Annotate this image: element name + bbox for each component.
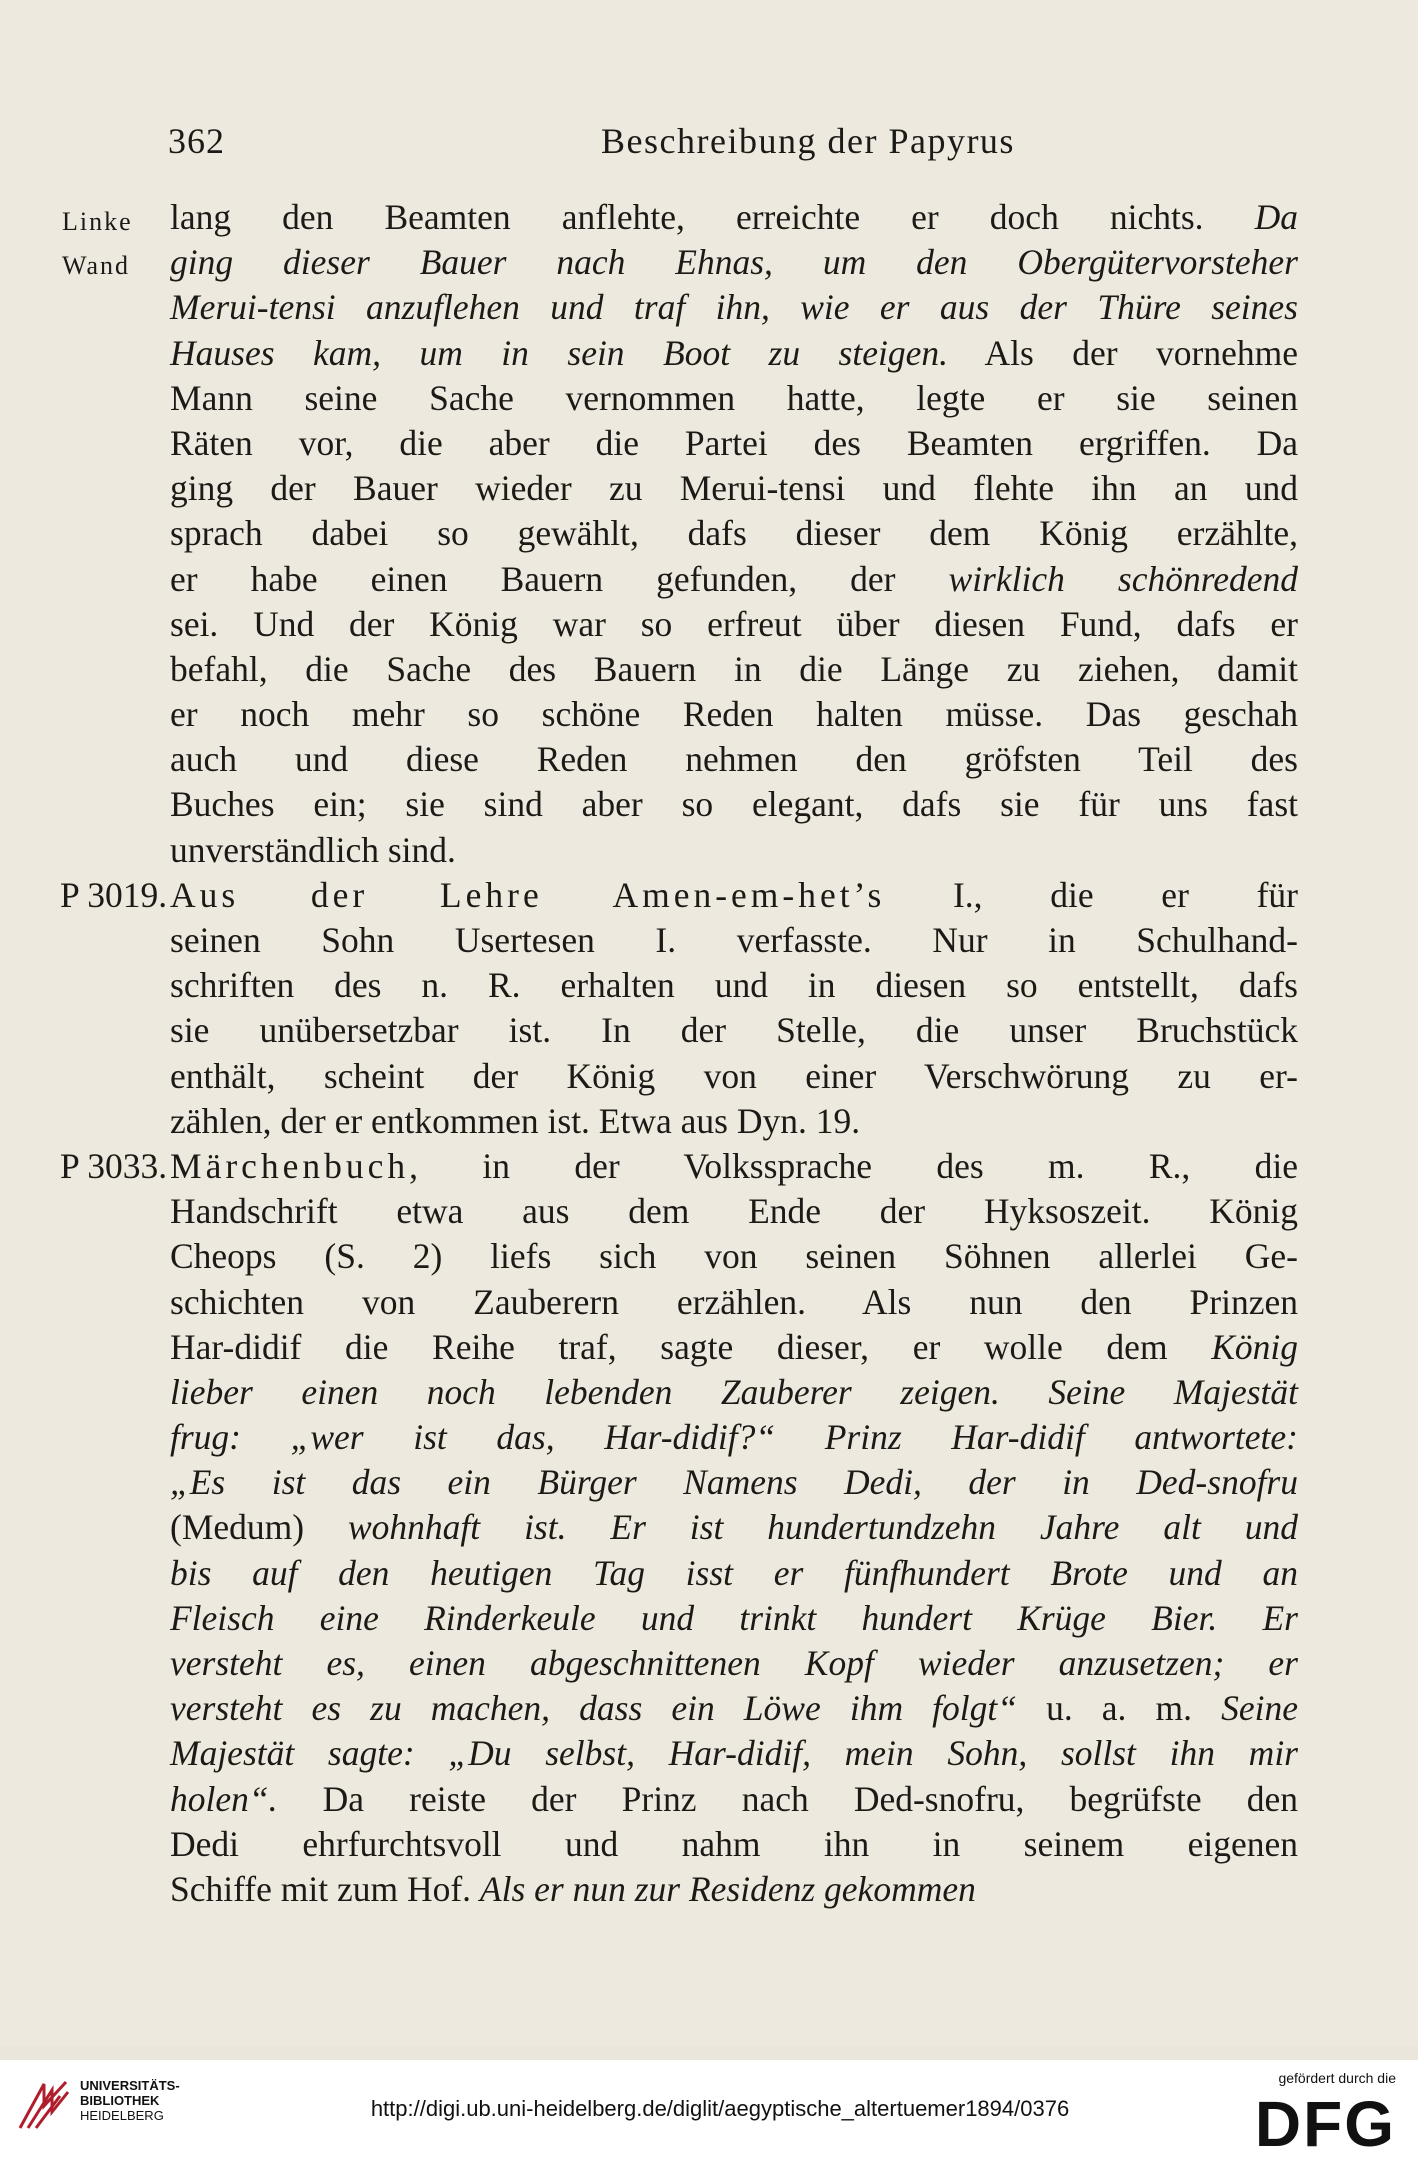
text-line: lieber einen noch lebenden Zauberer zeigen. Seine Majestät (170, 1371, 1298, 1412)
margin-note-line: Wand (62, 251, 130, 280)
margin-note-line: Linke (62, 207, 133, 236)
library-name-line: UNIVERSITÄTS- (80, 2078, 180, 2093)
text-line: schichten von Zauberern erzählen. Als nun den Prinzen (170, 1281, 1298, 1322)
text-line: Handschrift etwa aus dem Ende der Hyksoszeit. König (170, 1191, 1298, 1232)
funded-by-label: gefördert durch die (1278, 2070, 1396, 2086)
text-line: Märchenbuch, in der Volkssprache des m. R., die (170, 1145, 1298, 1186)
dfg-logo: DFG (1254, 2088, 1396, 2160)
text-line: Aus der Lehre Amen-em-het’s I., die er für (170, 874, 1298, 915)
papyrus-siglum: P 3033. (60, 1145, 168, 1186)
library-name (80, 2078, 180, 2123)
text-line: ging dieser Bauer nach Ehnas, um den Obergütervorsteher (170, 242, 1298, 283)
library-name-line: BIBLIOTHEK (80, 2093, 160, 2108)
text-line: er habe einen Bauern gefunden, der wirklich schönredend (170, 558, 1298, 599)
text-line: versteht es, einen abgeschnittenen Kopf wieder anzusetzen; er (170, 1643, 1298, 1683)
text-line: sprach dabei so gewählt, dafs dieser dem König erzählte, (170, 513, 1298, 554)
text-line: „Es ist das ein Bürger Namens Dedi, der in Ded-snofru (170, 1462, 1298, 1503)
text-line: sie unübersetzbar ist. In der Stelle, die unser Bruchstück (170, 1010, 1298, 1051)
text-line: Har-didif die Reihe traf, sagte dieser, er wolle dem König (170, 1326, 1298, 1367)
text-line: unverständlich sind. (170, 829, 456, 870)
text-line: schriften des n. R. erhalten und in diesen so entstellt, dafs (170, 965, 1298, 1006)
text-line: zählen, der er entkommen ist. Etwa aus Dyn. 19. (170, 1100, 861, 1141)
text-line: Fleisch eine Rinderkeule und trinkt hundert Krüge Bier. Er (170, 1597, 1298, 1638)
text-line: Räten vor, die aber die Partei des Beamten ergriffen. Da (170, 422, 1298, 463)
text-line: er noch mehr so schöne Reden halten müsse. Das geschah (170, 694, 1298, 735)
text-line: bis auf den heutigen Tag isst er fünfhundert Brote und an (170, 1552, 1298, 1593)
papyrus-siglum: P 3019. (60, 874, 168, 915)
text-line: versteht es zu machen, dass ein Löwe ihm folgt“ u. a. m. Seine (170, 1688, 1298, 1729)
text-line: Hauses kam, um in sein Boot zu steigen. Als der vornehme (170, 332, 1298, 373)
running-title: Beschreibung der Papyrus (601, 121, 1015, 161)
library-logo-icon (14, 2076, 72, 2134)
text-line: holen“. Da reiste der Prinz nach Ded-snofru, begrüfste den (170, 1778, 1298, 1819)
text-line: Merui-tensi anzuflehen und traf ihn, wie er aus der Thüre seines (170, 287, 1298, 328)
margin-note (62, 200, 133, 288)
text-line: enthält, scheint der König von einer Verschwörung zu er- (170, 1055, 1298, 1096)
text-line: Mann seine Sache vernommen hatte, legte er sie seinen (170, 377, 1298, 418)
text-line: sei. Und der König war so erfreut über diesen Fund, dafs er (170, 603, 1298, 644)
library-name-line: HEIDELBERG (80, 2108, 164, 2123)
source-url-link[interactable]: http://digi.ub.uni-heidelberg.de/diglit/aegyptische_altertuemer1894/0376 (370, 2096, 1070, 2121)
text-line: Majestät sagte: „Du selbst, Har-didif, mein Sohn, sollst ihn mir (170, 1733, 1298, 1774)
page-number: 362 (168, 121, 225, 161)
text-line: befahl, die Sache des Bauern in die Länge zu ziehen, damit (170, 648, 1298, 689)
text-line: Schiffe mit zum Hof. Als er nun zur Residenz gekommen (170, 1868, 976, 1909)
text-line: frug: „wer ist das, Har-didif?“ Prinz Har-didif antwortete: (170, 1417, 1298, 1458)
paragraph (170, 195, 1298, 873)
paragraph (60, 1144, 1298, 1912)
text-line: Buches ein; sie sind aber so elegant, dafs sie für uns fast (170, 784, 1298, 825)
paragraph (60, 873, 1298, 1144)
text-line: (Medum) wohnhaft ist. Er ist hundertundzehn Jahre alt und (170, 1507, 1298, 1548)
text-line: Cheops (S. 2) liefs sich von seinen Söhnen allerlei Ge- (170, 1236, 1298, 1277)
text-line: auch und diese Reden nehmen den gröfsten Teil des (170, 739, 1298, 780)
text-line: ging der Bauer wieder zu Merui-tensi und flehte ihn an und (170, 468, 1298, 509)
text-line: seinen Sohn Usertesen I. verfasste. Nur in Schulhand- (170, 920, 1298, 960)
page-header (168, 120, 1298, 170)
text-line: lang den Beamten anflehte, erreichte er doch nichts. Da (170, 197, 1298, 237)
footer-bar (0, 2060, 1418, 2176)
text-line: Dedi ehrfurchtsvoll und nahm ihn in seinem eigenen (170, 1823, 1298, 1864)
